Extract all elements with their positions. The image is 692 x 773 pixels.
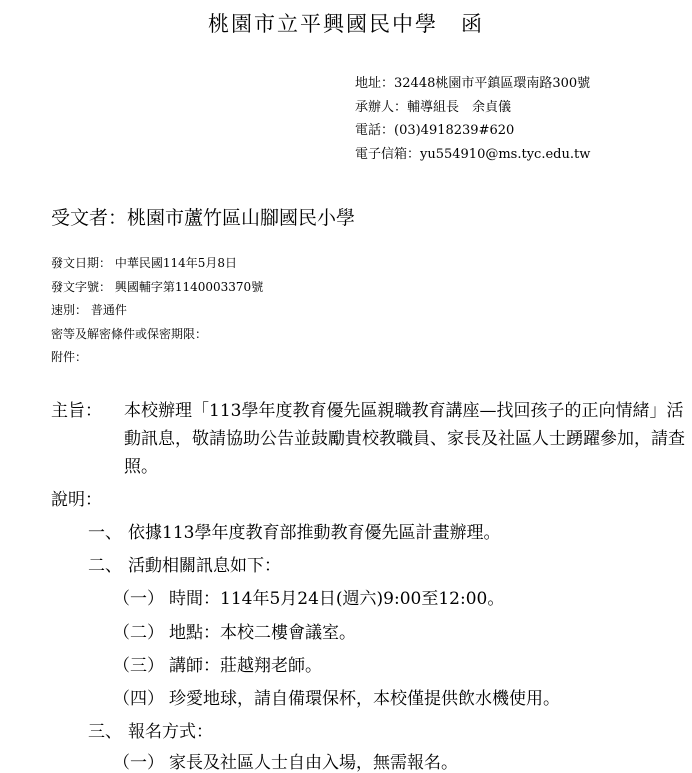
item-number: 二、 [88,556,122,576]
subject-label: 主旨： [51,401,102,421]
meta-ref-value: 興國輔字第1140003370號 [114,279,264,294]
contact-handler: 承辦人：輔導組長 余貞儀 [355,99,512,115]
item-number: （四） [113,689,164,709]
explanation-subitem [113,651,322,676]
item-number: （二） [113,623,164,643]
subject-block [51,397,685,481]
item-text: 講師：莊越翔老師。 [169,656,322,676]
recipient: 受文者：桃園市蘆竹區山腳國民小學 [51,207,356,229]
meta-secrecy-label: 密等及解密條件或保密期限： [51,326,208,341]
meta-date [51,252,263,276]
contact-block [355,72,590,166]
contact-email: 電子信箱：yu554910@ms.tyc.edu.tw [355,146,591,162]
item-number: 三、 [88,722,122,742]
contact-phone: 電話：(03)4918239#620 [355,123,515,138]
meta-attachment [51,346,263,370]
item-text: 珍愛地球，請自備環保杯，本校僅提供飲水機使用。 [169,689,560,709]
document-meta [51,252,263,370]
meta-ref-label: 發文字號： [51,279,112,294]
meta-date-label: 發文日期： [51,256,112,270]
meta-speed-label: 速別： [51,303,88,317]
explanation-subitem [113,748,458,773]
meta-date-value: 中華民國114年5月8日 [114,256,238,270]
contact-address: 地址：32448桃園市平鎮區環南路300號 [355,76,591,91]
page-title: 桃園市立平興國民中學 函 [208,12,484,36]
item-number: 一、 [88,523,122,543]
meta-attachment-label: 附件： [51,350,88,364]
item-text: 時間：114年5月24日(週六)9:00至12:00。 [169,589,505,609]
item-text: 家長及社區人士自由入場，無需報名。 [169,753,458,773]
item-text: 依據113學年度教育部推動教育優先區計畫辦理。 [128,523,501,543]
explanation-item [88,717,213,742]
item-number: （三） [113,656,164,676]
subject-text: 本校辦理「113學年度教育優先區親職教育講座—找回孩子的正向情緒」活動訊息，敬請協助公告並鼓勵貴校教職員、家長及社區人士踴躍參加，請查照。 [124,401,685,477]
explanation-item [88,551,281,576]
explanation-label: 說明： [51,490,102,510]
explanation-subitem [113,684,560,709]
item-text: 活動相關訊息如下： [128,556,281,576]
item-text: 地點：本校二樓會議室。 [169,623,356,643]
meta-speed-value: 普通件 [90,303,127,317]
meta-ref [51,276,263,300]
meta-speed [51,299,263,323]
explanation-subitem [113,618,356,643]
item-number: （一） [113,753,164,773]
explanation-subitem [113,584,504,609]
item-number: （一） [113,589,164,609]
item-text: 報名方式： [128,722,213,742]
meta-secrecy [51,323,263,347]
explanation-item [88,518,500,543]
